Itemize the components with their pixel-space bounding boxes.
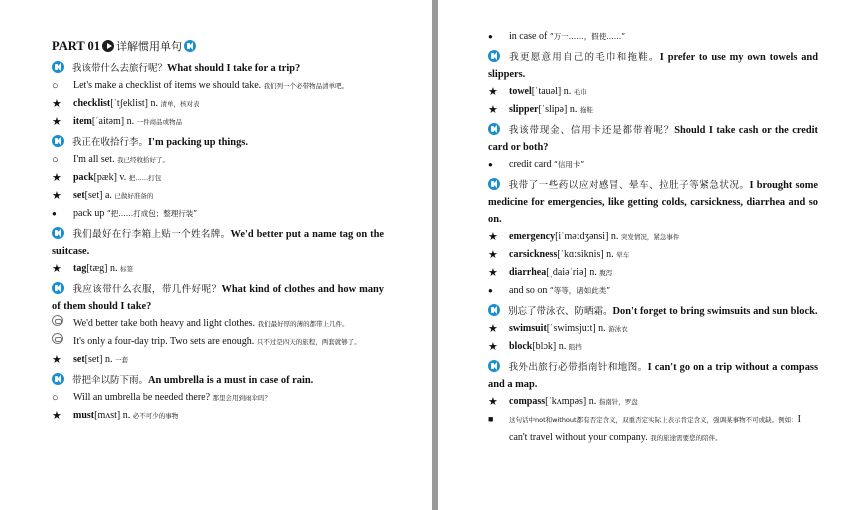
vocab-item: ★ pack[pæk] v. 把……打包 [52,169,384,187]
star-icon: ★ [488,104,498,116]
star-icon: ★ [488,249,498,261]
list-item: ○ Will an umbrella be needed there? 那里会用到雨伞吗？ [52,389,384,407]
audio-icon[interactable] [52,373,64,385]
audio-icon[interactable] [488,360,500,372]
circle-bullet-icon: ○ [52,154,59,166]
vocab-item: ★ checklist[ˈtʃeklist] n. 清单，核对表 [52,95,384,113]
star-icon: ★ [52,354,62,366]
list-item: ○ I'm all set. 我已经收拾好了。 [52,151,384,169]
sentence-1: 我该带什么去旅行呢？What should I take for a trip? [52,60,384,77]
star-icon: ★ [488,231,498,243]
dialogue-item: We'd better take both heavy and light clothes. 我们最好厚的薄的都带上几件。 [52,315,384,333]
audio-icon[interactable] [488,304,500,316]
star-icon: ★ [488,86,498,98]
dot-bullet-icon: ● [488,32,493,41]
dot-bullet-icon: ● [488,160,493,169]
dialogue-icon [52,333,63,344]
vocab-item: ★ slipper[ˈslipə] n. 拖鞋 [488,101,818,119]
sentence-4: 我应该带什么衣服，带几件好呢？What kind of clothes and how many of them should I take? [52,284,384,312]
star-icon: ★ [52,190,62,202]
audio-icon[interactable] [488,123,500,135]
list-item: ○ Let's make a checklist of items we should take. 我们列一个必带物品清单吧。 [52,77,384,95]
note-item: ■ 这句话中not和without都有否定含义，双重否定实际上表示肯定含义，强调某事物不可或缺。例如：I can't travel without your company. 我的旅途需要您的陪伴。 [488,411,818,447]
vocab-item: ★ item[ˈaitəm] n. 一件商品或物品 [52,113,384,131]
circle-bullet-icon: ○ [52,80,59,92]
phrase-item: ● and so on “等等，诸如此类” [488,282,818,300]
part-title [52,38,384,54]
vocab-item: ★ tag[tæg] n. 标签 [52,260,384,278]
audio-icon[interactable] [184,40,196,52]
sentence-2: 我正在收拾行李。I'm packing up things. [52,134,384,151]
vocab-item: ★ towel[ˈtauəl] n. 毛巾 [488,83,818,101]
dot-bullet-icon: ● [488,286,493,295]
star-icon: ★ [52,410,62,422]
vocab-item: ★ set[set] n. 一套 [52,351,384,369]
star-icon: ★ [488,267,498,279]
play-icon[interactable] [102,40,114,52]
right-page-content [488,28,818,447]
phrase-item: ● in case of “万一……，假使……” [488,28,818,46]
star-icon: ★ [52,172,62,184]
audio-icon[interactable] [488,50,500,62]
sentence-6: 我更愿意用自己的毛巾和拖鞋。I prefer to use my own towels and slippers. [488,52,818,80]
vocab-item: ★ block[blɔk] n. 阻挡 [488,338,818,356]
dot-bullet-icon: ● [52,209,57,218]
left-page-content [52,38,384,425]
vocab-item: ★ swimsuit[ˈswimsju:t] n. 游泳衣 [488,320,818,338]
sentence-7: 我该带现金、信用卡还是都带着呢？Should I take cash or the credit card or both? [488,125,818,153]
vocab-item: ★ set[set] a. 已做好准备的 [52,187,384,205]
part-title-cn: 详解惯用单句 [116,40,183,53]
dialogue-item: It's only a four-day trip. Two sets are enough. 只不过是四天的旅程，两套就够了。 [52,333,384,351]
audio-icon[interactable] [52,227,64,239]
audio-icon[interactable] [52,135,64,147]
vocab-item: ★ carsickness[ˈkɑ:siknis] n. 晕车 [488,246,818,264]
sentence-10: 我外出旅行必带指南针和地图。I can't go on a trip without a compass and a map. [488,362,818,390]
vocab-item: ★ must[mʌst] n. 必不可少的事物 [52,407,384,425]
star-icon: ★ [52,116,62,128]
phrase-item: ● credit card “信用卡” [488,156,818,174]
part-title-en: PART 01 [52,38,101,53]
vocab-item: ★ diarrhea[ˌdaiəˈriə] n. 腹泻 [488,264,818,282]
dialogue-icon [52,315,63,326]
phrase-item: ● pack up “把……打成包；整理行装” [52,205,384,223]
star-icon: ★ [52,98,62,110]
square-bullet-icon: ■ [488,414,494,424]
audio-icon[interactable] [488,178,500,190]
audio-icon[interactable] [52,61,64,73]
star-icon: ★ [488,323,498,335]
sentence-3: 我们最好在行李箱上贴一个姓名牌。We'd better put a name tag on the suitcase. [52,229,384,257]
sentence-9: 别忘了带泳衣、防晒霜。Don't forget to bring swimsuits and sun block. [488,303,818,320]
sentence-5: 带把伞以防下雨。An umbrella is a must in case of rain. [52,372,384,389]
audio-icon[interactable] [52,282,64,294]
vocab-item: ★ compass[ˈkʌmpəs] n. 指南针，罗盘 [488,393,818,411]
star-icon: ★ [488,341,498,353]
sentence-8: 我带了一些药以应对感冒、晕车、拉肚子等紧急状况。I brought some medicine for emergencies, like getting colds, carsickness, diarrhea and so on. [488,180,818,225]
circle-bullet-icon: ○ [52,392,59,404]
vocab-item: ★ emergency[iˈmə:dʒənsi] n. 突发情况，紧急事件 [488,228,818,246]
star-icon: ★ [488,396,498,408]
star-icon: ★ [52,263,62,275]
